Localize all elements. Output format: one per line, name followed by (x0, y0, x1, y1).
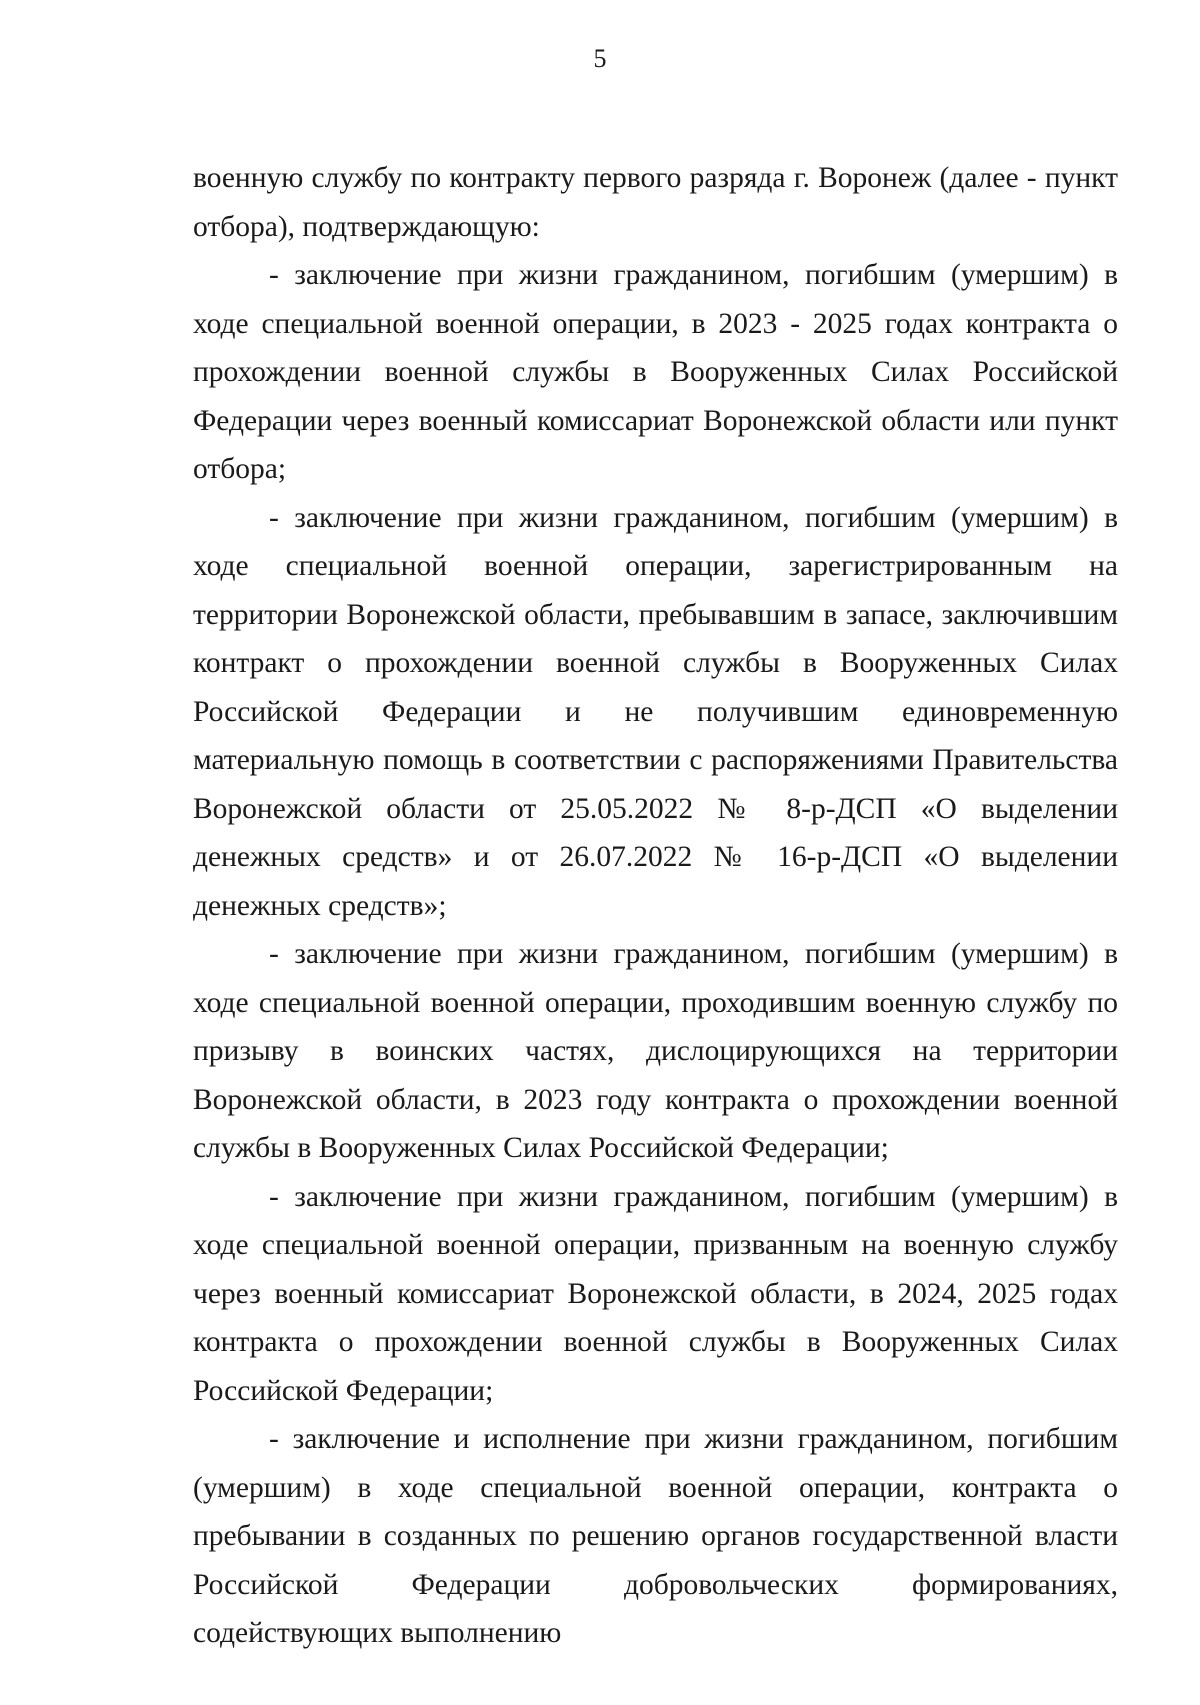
list-item-conscript-contract-2023: - заключение при жизни гражданином, погибшим (умершим) в ходе специальной военной операции, проходившим военную службу по призыву в воинских частях, дислоцирующихся на территории Воронежской области, в 2023 году контракта о прохождении военной службы в Вооруженных Силах Российской Федерации; (193, 938, 1118, 1164)
list-item-reserve-contract: - заключение при жизни гражданином, погибшим (умершим) в ходе специальной военной операции, зарегистрированным на территории Воронежской области, пребывавшим в запасе, заключившим контракт о прохождении военной службы в Вооруженных Силах Российской Федерации и не получившим единовременную материальную помощь в соответствии с распоряжениями Правительства Воронежской области от 25.05.2022 № 8-р-ДСП «О выделении денежных средств» и от 26.07.2022 № 16-р-ДСП «О выделении денежных средств»; (193, 501, 1118, 922)
document-body (193, 154, 1118, 1658)
list-item-volunteer-formation-contract: - заключение и исполнение при жизни гражданином, погибшим (умершим) в ходе специальной военной операции, контракта о пребывании в созданных по решению органов государственной власти Российской Федерации добровольческих формированиях, содействующих выполнению (193, 1423, 1118, 1649)
page-number: 5 (593, 44, 607, 73)
paragraph-continuation: военную службу по контракту первого разряда г. Воронеж (далее - пункт отбора), подтверждающую: (193, 162, 1118, 243)
list-item-contract-2023-2025: - заключение при жизни гражданином, погибшим (умершим) в ходе специальной военной операции, в 2023 - 2025 годах контракта о прохождении военной службы в Вооруженных Силах Российской Федерации через военный комиссариат Воронежской области или пункт отбора; (193, 259, 1118, 485)
list-item-conscript-contract-2024-2025: - заключение при жизни гражданином, погибшим (умершим) в ходе специальной военной операции, призванным на военную службу через военный комиссариат Воронежской области, в 2024, 2025 годах контракта о прохождении военной службы в Вооруженных Силах Российской Федерации; (193, 1180, 1118, 1407)
